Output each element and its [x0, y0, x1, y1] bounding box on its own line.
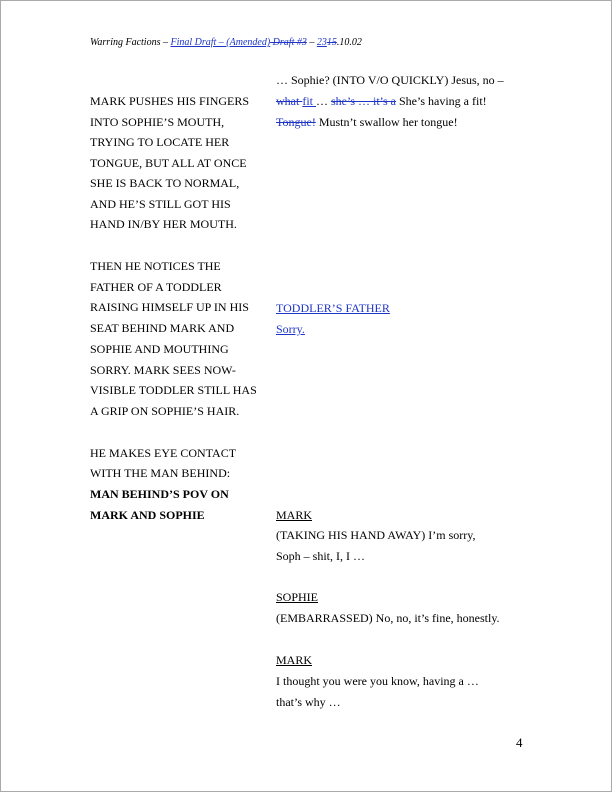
action-line: SORRY. MARK SEES NOW-	[90, 363, 236, 377]
action-line: TRYING TO LOCATE HER	[90, 135, 230, 149]
action-line: SEAT BEHIND MARK AND	[90, 321, 235, 335]
action-line: FATHER OF A TODDLER	[90, 280, 222, 294]
page-number: 4	[516, 735, 523, 750]
action-line: MARK PUSHES HIS FINGERS	[90, 94, 250, 108]
action-line: RAISING HIMSELF UP IN HIS	[90, 300, 249, 314]
action-line: THEN HE NOTICES THE	[90, 259, 221, 273]
revision-delete: what	[276, 94, 303, 108]
header-date-tail: .10.02	[336, 37, 362, 48]
dialogue-line: Soph – shit, I, I …	[276, 549, 366, 563]
page-header	[90, 37, 362, 48]
revision-insert: fit	[302, 94, 316, 108]
dialogue-text: …	[316, 94, 331, 108]
revision-delete: she’s … it’s a	[331, 94, 396, 108]
header-separator: –	[306, 37, 317, 48]
dialogue-line: (EMBARRASSED) No, no, it’s fine, honestly.	[276, 611, 500, 625]
dialogue-line: Sorry.	[276, 322, 305, 336]
dialogue-line	[276, 94, 487, 108]
shot-heading-line: MARK AND SOPHIE	[90, 508, 205, 522]
dialogue-text: Mustn’t swallow her tongue!	[315, 115, 458, 129]
dialogue-text: She’s having a fit!	[396, 94, 487, 108]
action-line: TONGUE, BUT ALL AT ONCE	[90, 156, 247, 170]
action-line: VISIBLE TODDLER STILL HAS	[90, 383, 257, 397]
dialogue-line: that’s why …	[276, 695, 341, 709]
speaker-name: SOPHIE	[276, 590, 319, 604]
header-title: Warring Factions	[90, 37, 161, 48]
action-line: HAND IN/BY HER MOUTH.	[90, 217, 237, 231]
dialogue-line: (TAKING HIS HAND AWAY) I’m sorry,	[276, 528, 476, 542]
action-line: SOPHIE AND MOUTHING	[90, 342, 229, 356]
dialogue-line: I thought you were you know, having a …	[276, 674, 479, 688]
header-separator: –	[160, 37, 171, 48]
speaker-name: TODDLER’S FATHER	[276, 301, 390, 315]
header-revision-delete: Draft #3	[270, 37, 307, 48]
action-line: SHE IS BACK TO NORMAL,	[90, 176, 240, 190]
action-line: A GRIP ON SOPHIE’S HAIR.	[90, 404, 240, 418]
action-line: HE MAKES EYE CONTACT	[90, 446, 237, 460]
header-revision-insert: Final Draft – (Amended)	[170, 37, 271, 48]
action-line: WITH THE MAN BEHIND:	[90, 466, 231, 480]
shot-heading-line: MAN BEHIND’S POV ON	[90, 487, 229, 501]
dialogue-line	[276, 115, 458, 129]
revision-delete: Tongue!	[276, 115, 316, 129]
header-date-delete: 15	[326, 37, 337, 48]
header-date-insert: 23	[316, 37, 327, 48]
speaker-name: MARK	[276, 653, 313, 667]
speaker-name: MARK	[276, 508, 313, 522]
dialogue-line: … Sophie? (INTO V/O QUICKLY) Jesus, no –	[276, 73, 504, 87]
action-line: INTO SOPHIE’S MOUTH,	[90, 115, 225, 129]
action-line: AND HE’S STILL GOT HIS	[90, 197, 231, 211]
